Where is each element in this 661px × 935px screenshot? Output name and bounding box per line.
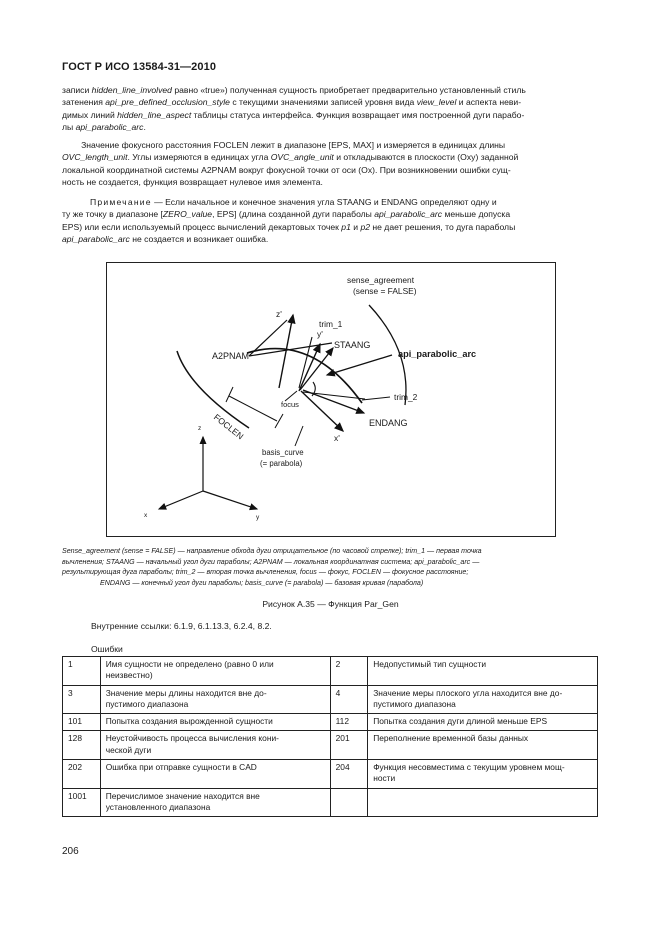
z-label: z bbox=[198, 425, 202, 432]
legend-line: вычленения; STAANG — начальный угол дуги параболы; A2PNAM — локальная координатная система; api_parabolic_arc — bbox=[62, 557, 480, 566]
global-x-axis bbox=[159, 491, 203, 509]
basis-leader bbox=[295, 426, 303, 446]
error-code: 201 bbox=[330, 731, 368, 760]
error-code: 4 bbox=[330, 685, 368, 714]
x-label: x bbox=[144, 512, 148, 519]
text-line: лы api_parabolic_arc. bbox=[62, 122, 146, 133]
table-row bbox=[63, 685, 598, 714]
table-row bbox=[63, 657, 598, 686]
arc-name-label: api_parabolic_arc bbox=[398, 349, 477, 359]
error-code: 101 bbox=[63, 714, 101, 731]
basis-label-1: basis_curve bbox=[262, 448, 304, 457]
text-line: локальной координатной системы A2PNAM вокруг фокусной точки от оси (Ox). При возникновении ошибки сущ- bbox=[62, 164, 511, 175]
note-paragraph bbox=[62, 196, 598, 246]
trim2-leader bbox=[362, 397, 390, 400]
errors-heading: Ошибки bbox=[91, 644, 123, 654]
staang-label: STAANG bbox=[334, 340, 371, 350]
y-prime-axis bbox=[299, 344, 320, 391]
error-code: 204 bbox=[330, 760, 368, 789]
basis-label-2: (= parabola) bbox=[260, 459, 303, 468]
text-line: api_parabolic_arc не создается и возникает ошибка. bbox=[62, 234, 269, 245]
figure-legend bbox=[62, 546, 598, 588]
error-description: Ошибка при отправке сущности в CAD bbox=[100, 760, 330, 789]
legend-line: результирующая дуга параболы; trim_2 — вторая точка вычленения, focus — фокус, FOCLEN — фокусное расстояние; bbox=[62, 568, 469, 576]
trim1-ray bbox=[299, 337, 312, 388]
foclen-label: FOCLEN bbox=[211, 412, 246, 442]
text-line: OVC_length_unit. Углы измеряются в единицах угла OVC_angle_unit и откладываются в плоскости (Oxy) заданной bbox=[62, 152, 519, 163]
text-line: Примечание — Если начальное и конечное значения угла STAANG и ENDANG определяют одну и bbox=[90, 197, 497, 207]
intro-paragraph bbox=[62, 84, 598, 134]
focus-label: focus bbox=[281, 400, 299, 409]
text-line: записи hidden_line_involved равно «true») полученная сущность приобретает предварительно установленный стиль bbox=[62, 85, 526, 95]
page-number: 206 bbox=[62, 846, 79, 857]
sense-label-2: (sense = FALSE) bbox=[353, 286, 417, 296]
parabola-diagram bbox=[107, 263, 555, 536]
y-label: y bbox=[256, 514, 260, 521]
text-line: затенения api_pre_defined_occlusion_style с текущими значениями записей уровня вида view_level и аспекта неви- bbox=[62, 97, 522, 108]
error-description: Значение меры длины находится вне до- пустимого диапазона bbox=[100, 685, 330, 714]
error-description: Значение меры плоского угла находится вне до- пустимого диапазона bbox=[368, 685, 598, 714]
error-code: 2 bbox=[330, 657, 368, 686]
error-code: 3 bbox=[63, 685, 101, 714]
parabola-figure bbox=[106, 262, 556, 537]
errors-table bbox=[62, 656, 598, 817]
global-y-axis bbox=[203, 491, 257, 509]
text-line: EPS) или если используемый процесс вычислений декартовых точек p1 и p2 не дает решения, то дуга параболы bbox=[62, 221, 516, 232]
table-row bbox=[63, 760, 598, 789]
foclen-line bbox=[229, 396, 277, 421]
endang-label: ENDANG bbox=[369, 418, 408, 428]
y-prime-label: y' bbox=[317, 329, 323, 339]
text-line: Значение фокусного расстояния FOCLEN лежит в диапазоне [EPS, MAX] и измеряется в единицах длины bbox=[62, 140, 506, 150]
arc-name-arrow bbox=[327, 355, 392, 375]
error-description bbox=[368, 788, 598, 817]
table-row bbox=[63, 788, 598, 817]
error-code: 128 bbox=[63, 731, 101, 760]
legend-line: Sense_agreement (sense = FALSE) — направление обхода дуги отрицательное (по часовой стрелке); trim_1 — первая точка bbox=[62, 547, 482, 555]
text-line: ность не создается, функция возвращает нулевое имя элемента. bbox=[62, 177, 323, 188]
figure-caption: Рисунок А.35 — Функция Par_Gen bbox=[262, 599, 399, 609]
table-row bbox=[63, 714, 598, 731]
error-description: Попытка создания вырожденной сущности bbox=[100, 714, 330, 731]
error-description: Попытка создания дуги длиной меньше EPS bbox=[368, 714, 598, 731]
error-description: Переполнение временной базы данных bbox=[368, 731, 598, 760]
trim2-label: trim_2 bbox=[394, 392, 418, 402]
sense-label-1: sense_agreement bbox=[347, 275, 415, 285]
trim1-label: trim_1 bbox=[319, 319, 343, 329]
error-code: 202 bbox=[63, 760, 101, 789]
error-description: Недопустимый тип сущности bbox=[368, 657, 598, 686]
a2pnam-label: A2PNAM bbox=[212, 351, 250, 361]
error-code: 1001 bbox=[63, 788, 101, 817]
error-description: Неустойчивость процесса вычисления кони- ческой дуги bbox=[100, 731, 330, 760]
legend-line: ENDANG — конечный угол дуги параболы; basis_curve (= parabola) — базовая кривая (парабола) bbox=[100, 578, 424, 587]
document-header: ГОСТ Р ИСО 13584-31—2010 bbox=[62, 61, 217, 73]
x-prime-label: x' bbox=[334, 433, 340, 443]
error-code: 112 bbox=[330, 714, 368, 731]
text-line: димых линий hidden_line_aspect таблицы статуса интерфейса. Функция возвращает имя построенной дуги парабо- bbox=[62, 109, 525, 120]
error-code bbox=[330, 788, 368, 817]
focal-length-paragraph bbox=[62, 139, 598, 189]
text-line: ту же точку в диапазоне [ZERO_value, EPS] (длина созданной дуги параболы api_parabolic_arc меньше допуска bbox=[62, 209, 511, 220]
z-prime-label: z' bbox=[276, 309, 282, 319]
note-label: Примечание bbox=[90, 197, 152, 207]
table-row bbox=[63, 731, 598, 760]
error-code: 1 bbox=[63, 657, 101, 686]
error-description: Имя сущности не определено (равно 0 или неизвестно) bbox=[100, 657, 330, 686]
error-description: Функция несовместима с текущим уровнем мощ- ности bbox=[368, 760, 598, 789]
error-description: Перечислимое значение находится вне установленного диапазона bbox=[100, 788, 330, 817]
internal-references: Внутренние ссылки: 6.1.9, 6.1.13.3, 6.2.4, 8.2. bbox=[91, 621, 272, 631]
foclen-tick-1 bbox=[226, 387, 233, 402]
